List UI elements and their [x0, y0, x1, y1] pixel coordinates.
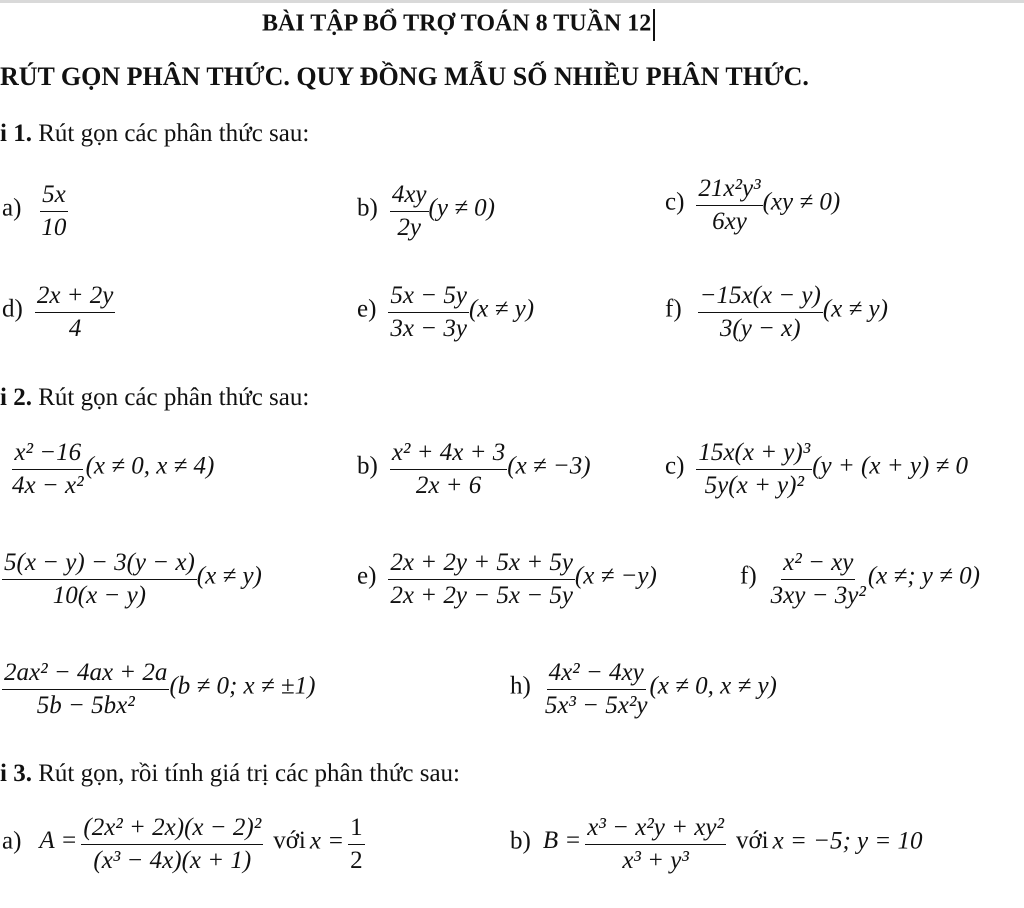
fraction	[10, 440, 86, 500]
condition: (x ≠ y)	[468, 295, 535, 323]
fraction	[698, 283, 823, 343]
numerator: 2x + 2y + 5x + 5y	[388, 550, 575, 580]
condition: (x ≠ −3)	[507, 452, 591, 480]
numerator: x² −16	[12, 440, 83, 470]
fraction	[81, 815, 263, 875]
item-label: h)	[510, 672, 531, 700]
denominator: 2y	[397, 214, 421, 242]
ex1-item-f	[665, 283, 888, 343]
fraction	[696, 176, 762, 236]
ex2-item-a	[10, 440, 214, 500]
exercise-1-heading	[0, 120, 309, 148]
ex1-item-b	[357, 182, 495, 242]
denominator: 2x + 6	[415, 472, 482, 500]
denominator: 4	[68, 315, 82, 343]
item-label: d)	[2, 295, 23, 323]
denominator: 3(y − x)	[719, 315, 801, 343]
numerator: 1	[348, 815, 365, 845]
denominator: 5x³ − 5x²y	[544, 692, 648, 720]
denominator: 4x − x²	[12, 472, 84, 500]
fraction	[543, 660, 650, 720]
item-label: b)	[357, 194, 378, 222]
fraction	[585, 815, 726, 875]
condition: (x ≠; y ≠ 0)	[867, 562, 980, 590]
condition: (y ≠ 0)	[428, 194, 495, 222]
ex2-item-d	[2, 550, 262, 610]
numerator: 4xy	[390, 182, 429, 212]
fraction	[39, 182, 68, 242]
condition: x = −5; y = 10	[772, 827, 923, 855]
denominator: 2x + 2y − 5x − 5y	[390, 582, 573, 610]
numerator: 4x² − 4xy	[547, 660, 646, 690]
exercise-2-heading	[0, 384, 309, 412]
item-label: f)	[740, 562, 757, 590]
numerator: x² − xy	[781, 550, 855, 580]
ex2-item-e	[357, 550, 657, 610]
fraction	[388, 550, 575, 610]
denominator: 3x − 3y	[390, 315, 467, 343]
text-cursor	[653, 9, 655, 41]
denominator: 3xy − 3y²	[770, 582, 866, 610]
numerator: −15x(x − y)	[698, 283, 823, 313]
condition: (x ≠ 0, x ≠ y)	[649, 672, 777, 700]
condition: (x ≠ 0, x ≠ 4)	[85, 452, 215, 480]
denominator: 10	[41, 214, 67, 242]
with-word: với	[273, 827, 306, 855]
numerator: (2x² + 2x)(x − 2)²	[81, 815, 263, 845]
fraction	[390, 182, 429, 242]
exercise-2-text: Rút gọn các phân thức sau:	[31, 384, 310, 411]
denominator: 10(x − y)	[52, 582, 146, 610]
denominator: 5b − 5bx²	[36, 692, 135, 720]
condition: (x ≠ y)	[822, 295, 888, 323]
fraction	[2, 660, 169, 720]
numerator: 2x + 2y	[35, 283, 116, 313]
numerator: x² + 4x + 3	[390, 440, 507, 470]
fraction	[35, 283, 116, 343]
denominator: (x³ − 4x)(x + 1)	[93, 847, 252, 875]
ex1-item-c	[665, 176, 840, 236]
item-label: c)	[665, 188, 685, 216]
exercise-3-text: Rút gọn, rồi tính giá trị các phân thức sau:	[31, 760, 460, 787]
ex2-item-g	[2, 660, 315, 720]
fraction	[390, 440, 507, 500]
section-heading: RÚT GỌN PHÂN THỨC. QUY ĐỒNG MẪU SỐ NHIỀU PHÂN THỨC.	[0, 62, 809, 91]
fraction	[388, 283, 469, 343]
lhs: B =	[542, 827, 582, 855]
top-border	[0, 0, 1024, 3]
lhs: A =	[39, 827, 78, 855]
ex2-item-b	[357, 440, 591, 500]
numerator: 21x²y³	[696, 176, 762, 206]
fraction	[769, 550, 868, 610]
ex3-item-b	[510, 815, 923, 875]
with-word: với	[735, 827, 769, 855]
numerator: 5x	[40, 182, 68, 212]
denominator: 6xy	[712, 208, 747, 236]
item-label: b)	[510, 827, 531, 855]
item-label: b)	[357, 452, 378, 480]
denominator: 2	[350, 847, 363, 875]
condition: (y + (x + y) ≠ 0	[812, 452, 968, 480]
condition: (b ≠ 0; x ≠ ±1)	[169, 672, 316, 700]
numerator: 15x(x + y)³	[696, 440, 812, 470]
item-label: a)	[2, 194, 22, 222]
ex2-item-c	[665, 440, 968, 500]
numerator: 2ax² − 4ax + 2a	[2, 660, 169, 690]
ex1-item-d	[2, 283, 115, 343]
condition: (x ≠ y)	[196, 562, 262, 590]
exercise-2-label: i 2.	[0, 384, 32, 411]
numerator: 5x − 5y	[388, 283, 469, 313]
ex1-item-e	[357, 283, 534, 343]
item-label: e)	[357, 295, 377, 323]
ex1-item-a	[2, 182, 68, 242]
exercise-1-text: Rút gọn các phân thức sau:	[31, 120, 310, 147]
document-title[interactable]	[262, 9, 655, 41]
exercise-1-label: i 1.	[0, 120, 32, 147]
item-label: f)	[665, 295, 682, 323]
condition: (x ≠ −y)	[574, 562, 657, 590]
denominator: 5y(x + y)²	[704, 472, 804, 500]
condition: (xy ≠ 0)	[762, 188, 841, 216]
value-fraction	[348, 815, 365, 875]
item-label: e)	[357, 562, 377, 590]
fraction	[696, 440, 812, 500]
denominator: x³ + y³	[622, 847, 689, 875]
item-label: a)	[2, 827, 22, 855]
numerator: 5(x − y) − 3(y − x)	[2, 550, 197, 580]
numerator: x³ − x²y + xy²	[585, 815, 726, 845]
title-text: BÀI TẬP BỔ TRỢ TOÁN 8 TUẦN 12	[262, 10, 652, 37]
fraction	[2, 550, 197, 610]
exercise-3-label: i 3.	[0, 760, 32, 787]
condition: x =	[309, 827, 345, 855]
ex2-item-f	[740, 550, 980, 610]
exercise-3-heading	[0, 760, 460, 788]
ex3-item-a	[2, 815, 365, 875]
item-label: c)	[665, 452, 685, 480]
ex2-item-h	[510, 660, 777, 720]
